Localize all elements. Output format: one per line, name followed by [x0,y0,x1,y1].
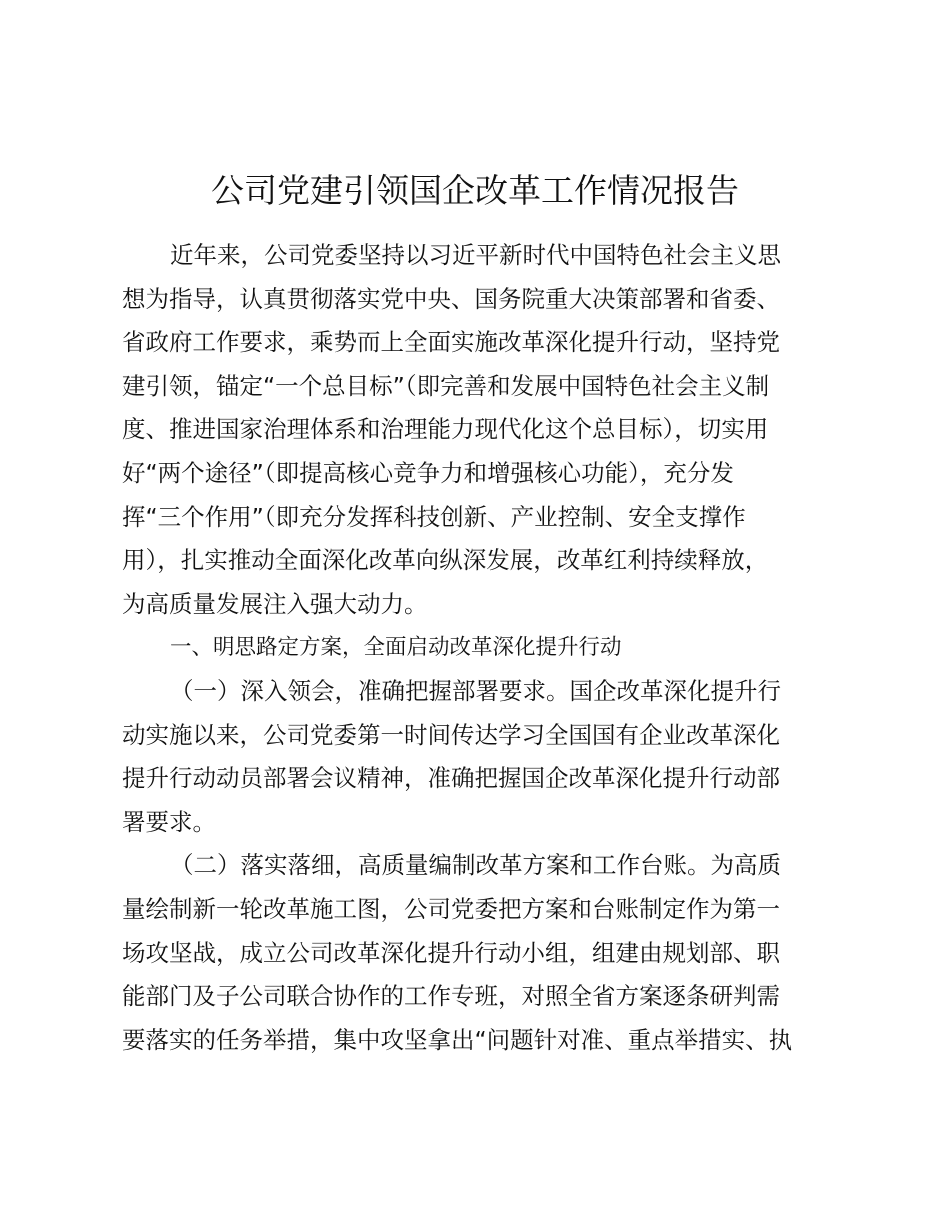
paragraph-line: 要落实的任务举措，集中攻坚拿出“问题针对准、重点举措实、执 [122,1025,793,1054]
paragraph-line: 能部门及子公司联合协作的工作专班，对照全省方案逐条研判需 [122,982,780,1011]
document-body [122,234,828,1062]
section-heading: 一、明思路定方案，全面启动改革深化提升行动 [170,635,622,661]
paragraph-line: （二）落实落细，高质量编制改革方案和工作台账。为高质 [170,851,781,880]
paragraph-line: 好“两个途径”（即提高核心竞争力和增强核心功能），充分发 [122,458,734,487]
paragraph-line: 为高质量发展注入强大动力。 [122,589,428,618]
paragraph-line: 量绘制新一轮改革施工图，公司党委把方案和台账制定作为第一 [122,894,780,923]
paragraph-line: 省政府工作要求，乘势而上全面实施改革深化提升行动，坚持党 [122,328,780,357]
paragraph-line: 近年来，公司党委坚持以习近平新时代中国特色社会主义思 [170,241,781,269]
paragraph-line: 用），扎实推动全面深化改革向纵深发展，改革红利持续释放， [122,546,769,575]
paragraph-line: 署要求。 [122,807,216,836]
document-title: 公司党建引领国企改革工作情况报告 [211,171,739,210]
paragraph-line: 场攻坚战，成立公司改革深化提升行动小组，组建由规划部、职 [122,938,780,967]
paragraph-line: 想为指导，认真贯彻落实党中央、国务院重大决策部署和省委、 [122,284,780,313]
paragraph-line: 建引领，锚定“一个总目标”（即完善和发展中国特色社会主义制 [122,371,770,400]
paragraph-line: 挥“三个作用”（即充分发挥科技创新、产业控制、安全支撑作 [122,502,746,531]
paragraph-line: 动实施以来，公司党委第一时间传达学习全国国有企业改革深化 [122,720,780,749]
paragraph-line: （一）深入领会，准确把握部署要求。国企改革深化提升行 [170,676,781,705]
paragraph-line: 度、推进国家治理体系和治理能力现代化这个总目标），切实用 [122,415,769,444]
paragraph-line: 提升行动动员部署会议精神，准确把握国企改革深化提升行动部 [122,764,780,793]
